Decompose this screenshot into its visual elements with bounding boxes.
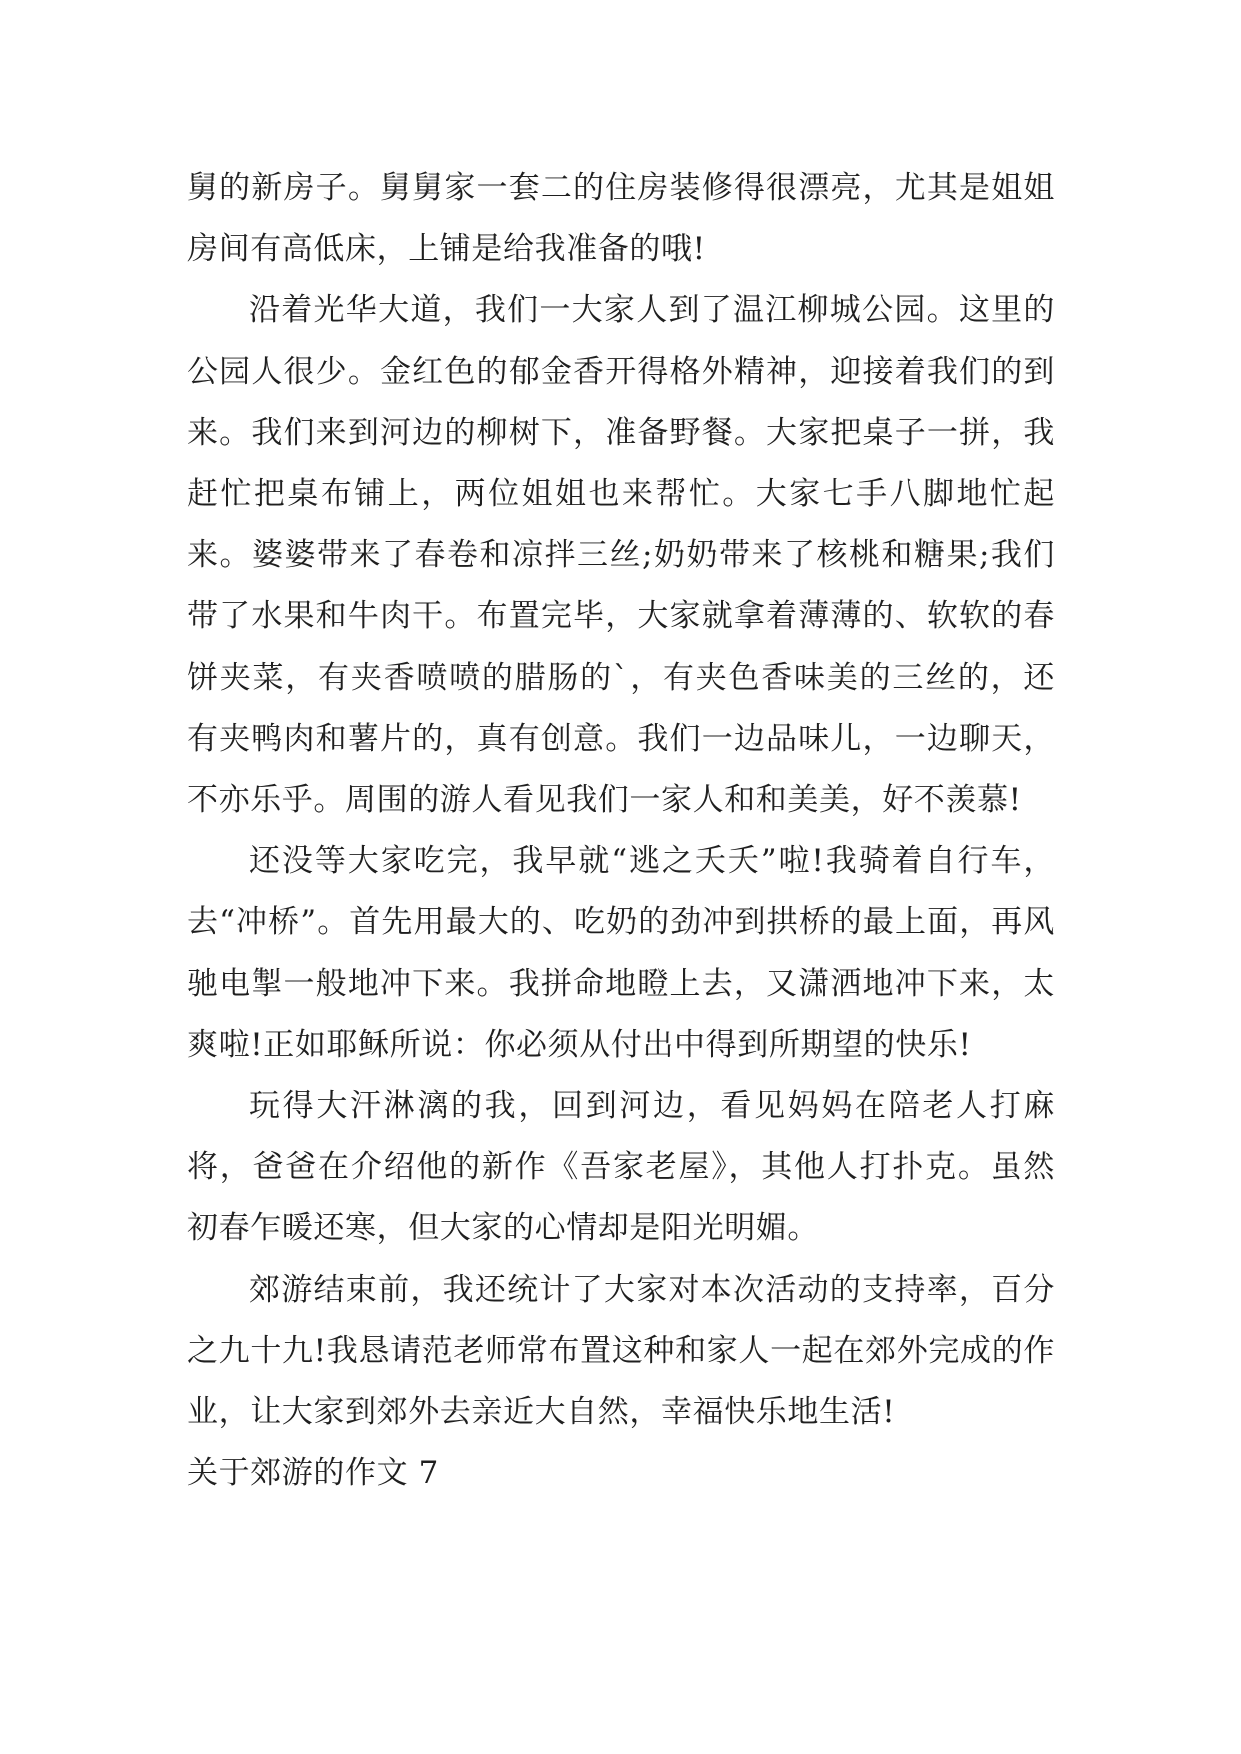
paragraph-bridge: 还没等大家吃完，我早就“逃之夭夭”啦!我骑着自行车，去“冲桥”。首先用最大的、吃奶的劲冲到拱桥的最上面，再风驰电掣一般地冲下来。我拼命地瞪上去，又潇洒地冲下来，太爽啦!正如耶稣所说：你必须从付出中得到所期望的快乐! [187,843,1055,1063]
paragraph-riverside: 玩得大汗淋漓的我，回到河边，看见妈妈在陪老人打麻将，爸爸在介绍他的新作《吾家老屋》，其他人打扑克。虽然初春乍暖还寒，但大家的心情却是阳光明媚。 [187,1088,1055,1247]
next-essay-title: 关于郊游的作文 7 [187,1455,439,1492]
paragraph-picnic: 沿着光华大道，我们一大家人到了温江柳城公园。这里的公园人很少。金红色的郁金香开得格外精神，迎接着我们的到来。我们来到河边的柳树下，准备野餐。大家把桌子一拼，我赶忙把桌布铺上，两位姐姐也来帮忙。大家七手八脚地忙起来。婆婆带来了春卷和凉拌三丝;奶奶带来了核桃和糖果;我们带了水果和牛肉干。布置完毕，大家就拿着薄薄的、软软的春饼夹菜，有夹香喷喷的腊肠的`，有夹色香味美的三丝的，还有夹鸭肉和薯片的，真有创意。我们一边品味儿，一边聊天，不亦乐乎。周围的游人看见我们一家人和和美美，好不羡慕! [187,292,1055,819]
document-body [187,158,1055,1504]
paragraph-continuation: 舅的新房子。舅舅家一套二的住房装修得很漂亮，尤其是姐姐房间有高低床，上铺是给我准备的哦! [187,170,1055,268]
paragraph-conclusion: 郊游结束前，我还统计了大家对本次活动的支持率，百分之九十九!我恳请范老师常布置这种和家人一起在郊外完成的作业，让大家到郊外去亲近大自然，幸福快乐地生活! [187,1271,1055,1431]
